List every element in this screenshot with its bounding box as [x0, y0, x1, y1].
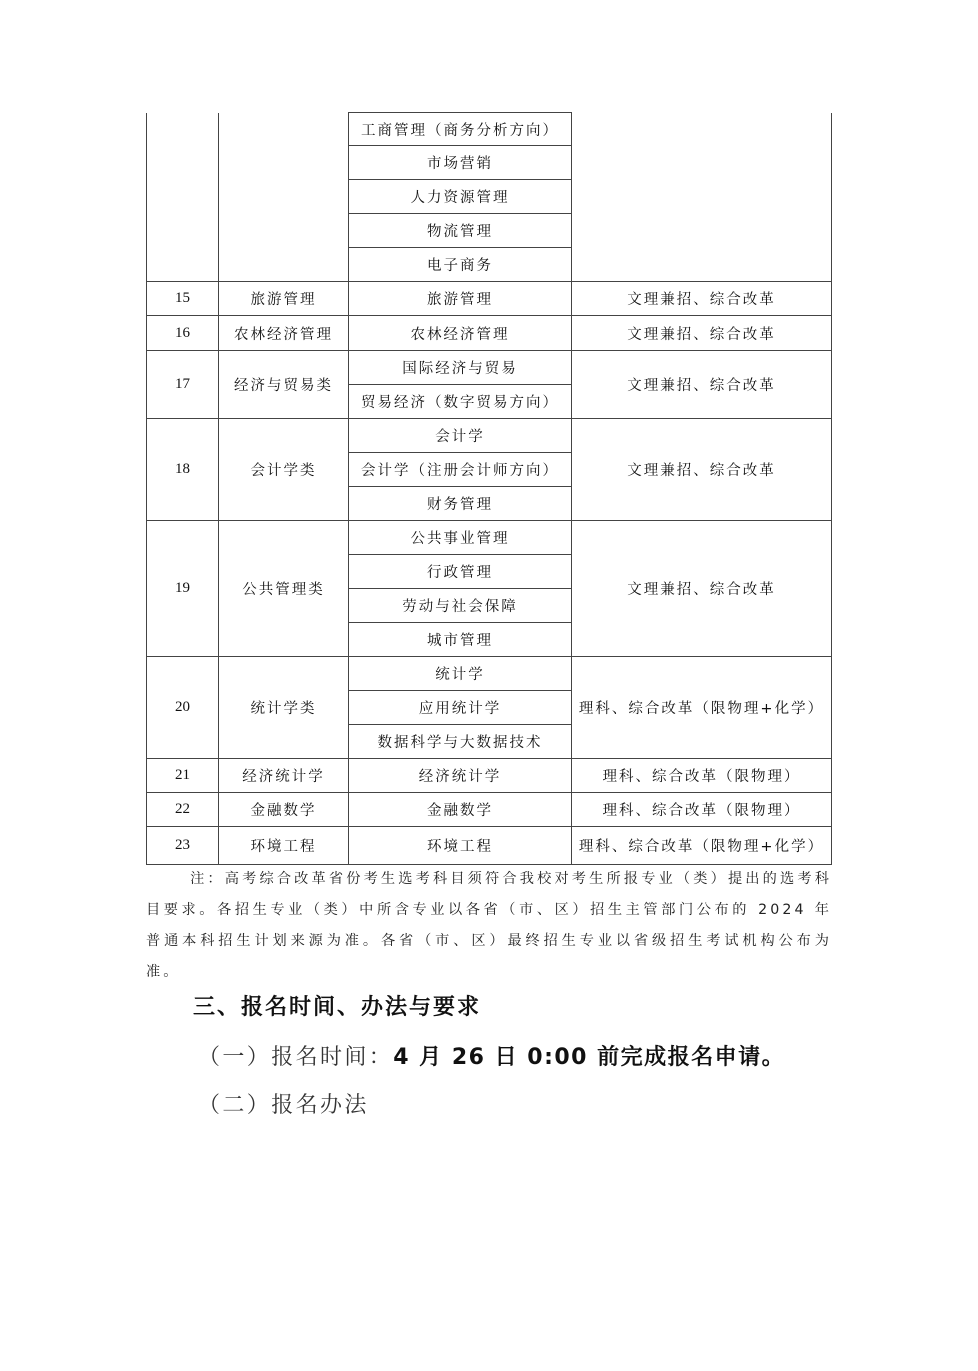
cell-no: 23: [147, 827, 219, 865]
table-row: [147, 759, 832, 793]
cell-major: 财务管理: [349, 487, 572, 521]
cell-no: 22: [147, 793, 219, 827]
cell-category: 会计学类: [219, 419, 349, 521]
cell-requirement: 文理兼招、综合改革: [572, 316, 832, 351]
table-row: [147, 793, 832, 827]
cell-major: 国际经济与贸易: [349, 351, 572, 385]
cell-major: 数据科学与大数据技术: [349, 725, 572, 759]
cell-major: 会计学（注册会计师方向）: [349, 453, 572, 487]
cell-category: 公共管理类: [219, 521, 349, 657]
cell-category: 农林经济管理: [219, 316, 349, 351]
cell-no: 17: [147, 351, 219, 419]
table-note: [146, 864, 832, 988]
cell-major: 劳动与社会保障: [349, 589, 572, 623]
cell-no: 18: [147, 419, 219, 521]
cell-major: 旅游管理: [349, 282, 572, 316]
cell-major: 金融数学: [349, 793, 572, 827]
registration-time-label: （一）报名时间：: [198, 1045, 394, 1070]
table-row: [147, 657, 832, 691]
cell-major: 公共事业管理: [349, 521, 572, 555]
cell-category: 环境工程: [219, 827, 349, 865]
note-text: 注：高考综合改革省份考生选考科目须符合我校对考生所报专业（类）提出的选考科目要求。各招生专业（类）中所含专业以各省（市、区）招生主管部门公布的 2024 年普通本科招生计划来源为准。各省（市、区）最终招生专业以省级招生考试机构公布为准。: [146, 871, 832, 980]
cell-major: 统计学: [349, 657, 572, 691]
cell-requirement: 理科、综合改革（限物理+化学）: [572, 827, 832, 865]
cell-requirement: 理科、综合改革（限物理）: [572, 793, 832, 827]
cell-major: 行政管理: [349, 555, 572, 589]
cell-major: 市场营销: [349, 146, 572, 180]
table-row: [147, 316, 832, 351]
cell-category: 经济统计学: [219, 759, 349, 793]
cell-no: 21: [147, 759, 219, 793]
registration-time-value: 4 月 26 日 0:00 前完成报名申请。: [393, 1045, 786, 1070]
table-row: [147, 282, 832, 316]
cell-requirement: 理科、综合改革（限物理）: [572, 759, 832, 793]
cell-major: 会计学: [349, 419, 572, 453]
cell-category: 旅游管理: [219, 282, 349, 316]
section-heading: 三、报名时间、办法与要求: [193, 995, 482, 1020]
cell-category: 金融数学: [219, 793, 349, 827]
cell-major: 人力资源管理: [349, 180, 572, 214]
cell-requirement: 理科、综合改革（限物理+化学）: [572, 657, 832, 759]
cell-major: 贸易经济（数字贸易方向）: [349, 385, 572, 419]
cell-major: 工商管理（商务分析方向）: [349, 113, 572, 146]
cell-major: 经济统计学: [349, 759, 572, 793]
cell-major: 城市管理: [349, 623, 572, 657]
cell-no: 20: [147, 657, 219, 759]
cell-no: 15: [147, 282, 219, 316]
cell-requirement: 文理兼招、综合改革: [572, 282, 832, 316]
cell-no-continued: [147, 113, 219, 282]
cell-requirement: 文理兼招、综合改革: [572, 419, 832, 521]
cell-major: 环境工程: [349, 827, 572, 865]
cell-major: 电子商务: [349, 248, 572, 282]
cell-category-continued: [219, 113, 349, 282]
majors-table: [146, 112, 832, 865]
cell-requirement-continued: [572, 113, 832, 282]
cell-category: 统计学类: [219, 657, 349, 759]
table-row: [147, 521, 832, 555]
cell-major: 物流管理: [349, 214, 572, 248]
cell-requirement: 文理兼招、综合改革: [572, 351, 832, 419]
table-row: [147, 351, 832, 385]
registration-time-paragraph: [198, 1040, 785, 1071]
cell-major: 应用统计学: [349, 691, 572, 725]
cell-no: 16: [147, 316, 219, 351]
table-row: [147, 827, 832, 865]
registration-method-heading: （二）报名办法: [198, 1093, 369, 1118]
cell-major: 农林经济管理: [349, 316, 572, 351]
table-row: [147, 419, 832, 453]
cell-requirement: 文理兼招、综合改革: [572, 521, 832, 657]
cell-no: 19: [147, 521, 219, 657]
cell-category: 经济与贸易类: [219, 351, 349, 419]
